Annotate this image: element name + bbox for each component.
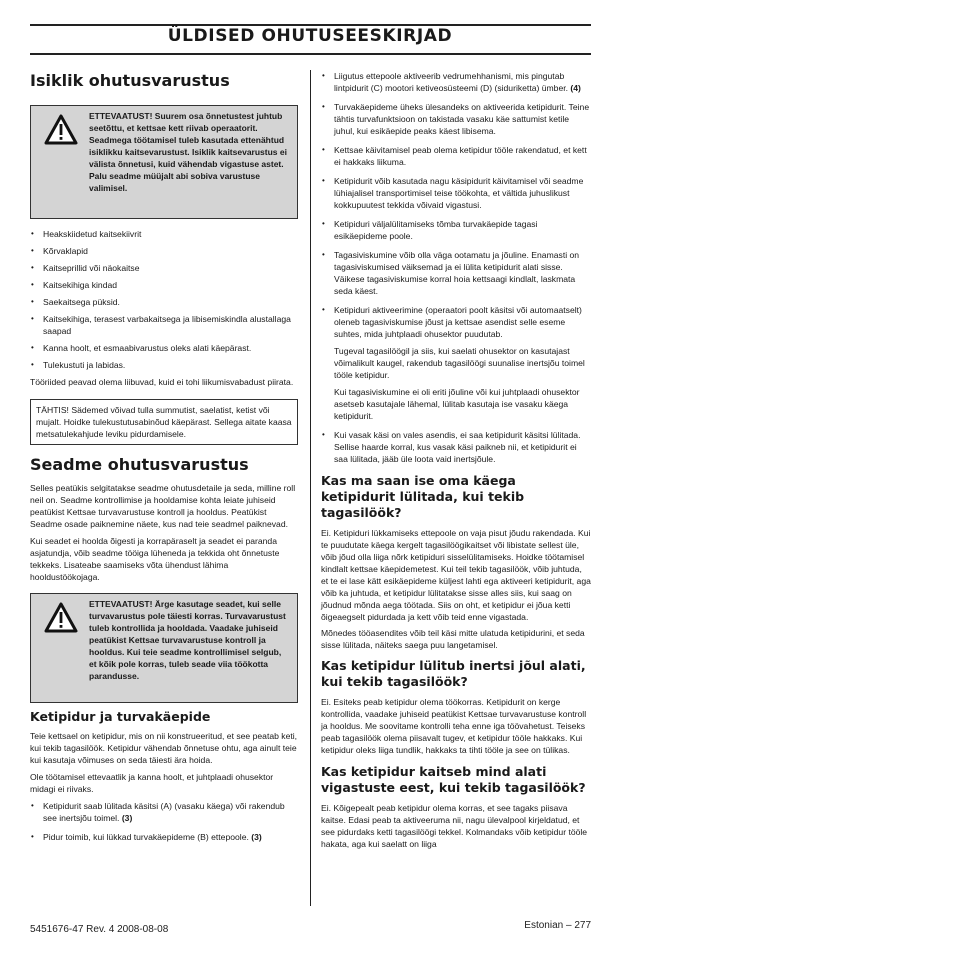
list-item: • Kanna hoolt, et esmaabivarustus oleks alati käepärast.	[30, 342, 298, 354]
left-column	[30, 70, 298, 843]
important-note-box: TÄHTIS! Sädemed võivad tulla summutist, saelatist, ketist või mujalt. Hoidke tulekustutusabinõud käepärast. Sellega aitate kaasa metsatulekahjude leviku pidurdamisele.	[30, 399, 298, 445]
paragraph: Ei. Esiteks peab ketipidur olema töökorras. Ketipidurit on kerge kontrollida, vaadake juhiseid peatükist Kettsae turvavarustuse kontroll ja hooldus. Me soovitame kontrolli teha enne iga töövahetust. Teiseks peab tagasilöök olema piisavalt tugev, et ketipidur tööle hakkaks. Kui ketipidur oleks liiga tundlik, hakkaks ta tihti tööle ja see on tülikas.	[321, 697, 587, 755]
list-item: • Kõrvaklapid	[30, 245, 298, 257]
subsection-heading-chain-brake: Ketipidur ja turvakäepide	[30, 709, 211, 724]
column-divider	[310, 70, 311, 906]
chain-brake-details-list	[321, 70, 591, 340]
list-item: • Liigutus ettepoole aktiveerib vedrumehhanismi, mis pingutab lintpidurit (C) mootori ketiveosüsteemi (D) (siduriketta) ümber. (4)	[321, 70, 591, 94]
list-item: • Ketipidurit võib kasutada nagu käsipidurit käivitamisel või seadme lühiajalisel transportimisel teise töökohta, et vältida juhuslikust kokkupuutest tekkida võivaid vigastusi.	[321, 175, 591, 211]
paragraph: Ei. Ketipiduri lükkamiseks ettepoole on vaja pisut jõudu rakendada. Kui te puudutate käega kergelt tagasilöögikaitset või libistate sellest üle, võib jõud olla liiga nõrk ketipiduri sisselülitamiseks. Hoidke töötamisel kindlalt kettsae käepidemetest. Kui teil tekib tagasilöök, võib juhtuda, et te ei lase kätt esikäepideme küljest lahti ega aktiveeri ketipidurit, aga võib ka juhtuda, et ketipidur lülitatakse sisse alles siis, kui saag on jõudnud mõnda aega töötada. Siis on oht, et ketipidur ei jõua ketti õigeaegselt pidurdada ja kett võib teid enne vigastada.	[321, 528, 591, 622]
list-item: • Heakskiidetud kaitsekiivrit	[30, 228, 298, 240]
footer-page-number: Estonian – 277	[524, 920, 591, 931]
paragraph: Teie kettsael on ketipidur, mis on nii konstrueeritud, et see peatab keti, kui tekib tagasilöök. Ketipidur vähendab õnnetuse ohtu, aga ainult teie kui kasutaja võimuses on seda täiesti ära hoida.	[30, 731, 298, 765]
clothing-paragraph: Tööriided peavad olema liibuvad, kuid ei tohi liikumisvabadust piirata.	[30, 377, 294, 387]
indented-paragraph: Tugeval tagasilöögil ja siis, kui saelati ohusektor on kasutajast võimalikult kaugel, rakendub tagasilöögi suunalise inertsjõu toimel tööle ketipidur.	[334, 346, 585, 380]
list-item: • Ketipidurit saab lülitada käsitsi (A) (vasaku käega) või rakendub see inertsjõu toimel. (3)	[30, 800, 298, 824]
warning-box	[30, 593, 298, 703]
page-title: ÜLDISED OHUTUSEESKIRJAD	[167, 26, 453, 46]
warning-triangle-icon	[37, 598, 85, 698]
header-rule-bottom	[30, 53, 591, 55]
list-item: • Saekaitsega püksid.	[30, 296, 298, 308]
warning-text: ETTEVAATUST! Ärge kasutage seadet, kui selle turvavarustus pole täiesti korras. Turvavarustust tuleb kontrollida ja hooldada. Vaadake juhiseid peatükist Kettsae turvavarustuse kontroll ja hooldus. Kui teie seadme kontrollimisel selgub, et kõik pole korras, tuleb seade viia töökotta parandusse.	[89, 599, 286, 681]
list-item: • Kui vasak käsi on vales asendis, ei saa ketipidurit käsitsi lülitada. Sellise haarde korral, kus vasak käsi paikneb nii, et ketipidurit ei saa lülitada, jääb üle loota vaid inertsjõule.	[321, 429, 591, 465]
paragraph: Mõnedes tööasendites võib teil käsi mitte ulatuda ketipidurini, et seda sisse lülitada, näiteks saega puu langetamisel.	[321, 628, 585, 650]
list-item: • Turvakäepideme üheks ülesandeks on aktiveerida ketipidurit. Teine tähtis turvafunktsioon on takistada vasaku käe sattumist ketile juhul, kui esikäepide peaks käest libisema.	[321, 101, 591, 137]
paragraph: Selles peatükis selgitatakse seadme ohutusdetaile ja seda, milline roll neil on. Seadme kontrollimise ja hooldamise kohta leiate juhiseid peatükist Kettsae turvavarustuse kontroll ja hooldus. Peatükist Seadme osade paiknemine näete, kus nad teie seadmel paiknevad.	[30, 483, 296, 529]
hand-position-list	[321, 429, 591, 465]
protective-equipment-list	[30, 228, 298, 371]
list-item: • Pidur toimib, kui lükkad turvakäepideme (B) ettepoole. (3)	[30, 831, 298, 843]
list-item: • Ketipiduri väljalülitamiseks tõmba turvakäepide tagasi esikäepideme poole.	[321, 218, 591, 242]
list-item: • Tagasiviskumine võib olla väga ootamatu ja jõuline. Enamasti on tagasiviskumised väiksemad ja ei lülita ketipidurit alati sisse. Väikese tagasiviskumise korral hoia kettsaagi kindlalt, laskmata seda käest.	[321, 249, 591, 297]
warning-text: ETTEVAATUST! Suurem osa õnnetustest juhtub seetõttu, et kettsae kett riivab operaatorit. Seadmega töötamisel tuleb kasutada ettenähtud isiklikku kaitsevarustust. Isiklik kaitsevarustus ei välista õnnetusi, kuid vähendab vigastuse astet. Palu seadme müüjalt abi sobiva varustuse valimisel.	[89, 111, 287, 193]
list-item: • Kaitsekihiga, terasest varbakaitsega ja libisemiskindla alustallaga saapad	[30, 313, 298, 337]
list-item: • Kaitseprillid või näokaitse	[30, 262, 298, 274]
question-heading: Kas ketipidur kaitseb mind alati vigastuste eest, kui tekib tagasilöök?	[321, 764, 586, 795]
paragraph: Ole töötamisel ettevaatlik ja kanna hoolt, et juhtplaadi ohusektor midagi ei riivaks.	[30, 772, 274, 794]
chain-brake-list	[30, 800, 298, 843]
question-heading: Kas ketipidur lülitub inertsi jõul alati, kui tekib tagasilöök?	[321, 658, 586, 689]
warning-box	[30, 105, 298, 219]
right-column	[321, 70, 591, 850]
list-item: • Tulekustuti ja labidas.	[30, 359, 298, 371]
section-heading-machine-safety: Seadme ohutusvarustus	[30, 455, 249, 474]
indented-paragraph: Kui tagasiviskumine ei oli eriti jõuline või kui juhtplaadi ohusektor asetseb kasutajale lähemal, lülitab kasutaja ise vasaku käega ketipidurit.	[334, 387, 580, 421]
section-heading-personal-protection: Isiklik ohutusvarustus	[30, 71, 230, 90]
paragraph: Kui seadet ei hoolda õigesti ja korrapäraselt ja seadet ei paranda asjatundja, võib seadme tööiga lüheneda ja tekkida oht õnnetuste tekkeks. Lisateabe saamiseks võta ühendust lähima hooldustöökojaga.	[30, 536, 280, 582]
footer-document-id: 5451676-47 Rev. 4 2008-08-08	[30, 924, 169, 935]
list-item: • Kettsae käivitamisel peab olema ketipidur tööle rakendatud, et kett ei hakkaks liikuma.	[321, 144, 591, 168]
list-item: • Ketipiduri aktiveerimine (operaatori poolt käsitsi või automaatselt) oleneb tagasiviskumise jõust ja kettsae asendist selle eseme suhtes, mida juhtplaadi ohusektor puudutab.	[321, 304, 591, 340]
warning-triangle-icon	[37, 110, 85, 214]
question-heading: Kas ma saan ise oma käega ketipidurit lülitada, kui tekib tagasilöök?	[321, 473, 525, 520]
list-item: • Kaitsekihiga kindad	[30, 279, 298, 291]
paragraph: Ei. Kõigepealt peab ketipidur olema korras, et see tagaks piisava kaitse. Edasi peab ta aktiveeruma nii, nagu ülevalpool kirjeldatud, et see pidurdaks ketti tagasilöögi tekkel. Kolmandaks võib ketipidur tööle hakata, aga kui saelatt on liiga	[321, 803, 588, 849]
